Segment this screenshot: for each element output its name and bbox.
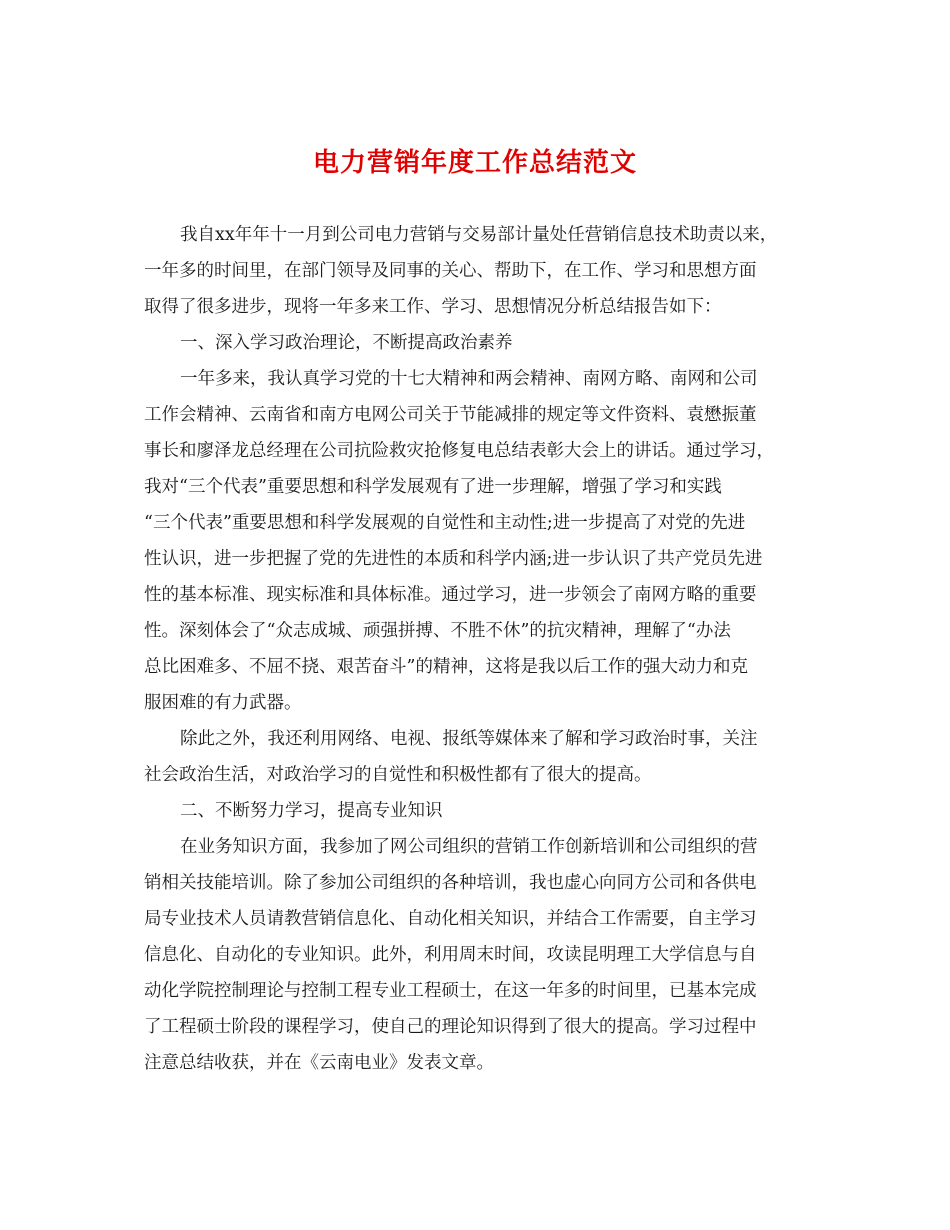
text-line: 性认识，进一步把握了党的先进性的本质和科学内涵;进一步认识了共产党员先进	[144, 549, 763, 569]
text-line: 性。深刻体会了“众志成城、顽强拼搏、不胜不休”的抗灾精神，理解了“办法	[144, 621, 731, 641]
text-line: 销相关技能培训。除了参加公司组织的各种培训，我也虚心向同方公司和各供电	[144, 873, 757, 893]
document-title: 电力营销年度工作总结范文	[312, 148, 637, 178]
text-line: 工作会精神、云南省和南方电网公司关于节能减排的规定等文件资料、袁懋振董	[144, 405, 757, 425]
text-line: 一、深入学习政治理论，不断提高政治素养	[180, 333, 513, 353]
text-line: 了工程硕士阶段的课程学习，使自己的理论知识得到了很大的提高。学习过程中	[144, 1017, 757, 1037]
text-line: 取得了很多进步，现将一年多来工作、学习、思想情况分析总结报告如下：	[144, 297, 722, 317]
text-line: 一年多来，我认真学习党的十七大精神和两会精神、南网方略、南网和公司	[180, 369, 758, 389]
text-line: 局专业技术人员请教营销信息化、自动化相关知识，并结合工作需要，自主学习	[144, 909, 757, 929]
document-body	[144, 217, 804, 1081]
text-line: 服困难的有力武器。	[144, 693, 302, 713]
text-line: 动化学院控制理论与控制工程专业工程硕士，在这一年多的时间里，已基本完成	[144, 981, 757, 1001]
text-line: 总比困难多、不屈不挠、艰苦奋斗”的精神，这将是我以后工作的强大动力和克	[144, 657, 748, 677]
text-line: 一年多的时间里，在部门领导及同事的关心、帮助下，在工作、学习和思想方面	[144, 261, 757, 281]
text-line: 在业务知识方面，我参加了网公司组织的营销工作创新培训和公司组织的营	[180, 837, 758, 857]
text-line: 注意总结收获，并在《云南电业》发表文章。	[144, 1053, 494, 1073]
text-line: 社会政治生活，对政治学习的自觉性和积极性都有了很大的提高。	[144, 765, 652, 785]
text-line: 性的基本标准、现实标准和具体标准。通过学习，进一步领会了南网方略的重要	[144, 585, 757, 605]
text-line: 信息化、自动化的专业知识。此外，利用周末时间，攻读昆明理工大学信息与自	[144, 945, 757, 965]
text-line: 事长和廖泽龙总经理在公司抗险救灾抢修复电总结表彰大会上的讲话。通过学习，	[144, 441, 774, 461]
text-line: 除此之外，我还利用网络、电视、报纸等媒体来了解和学习政治时事，关注	[180, 729, 758, 749]
text-line: 二、不断努力学习，提高专业知识	[180, 801, 443, 821]
text-line: 我自xx年年十一月到公司电力营销与交易部计量处任营销信息技术助责以来，	[180, 225, 778, 245]
text-line: “三个代表”重要思想和科学发展观的自觉性和主动性;进一步提高了对党的先进	[144, 513, 746, 533]
text-line: 我对“三个代表”重要思想和科学发展观有了进一步理解，增强了学习和实践	[144, 477, 722, 497]
